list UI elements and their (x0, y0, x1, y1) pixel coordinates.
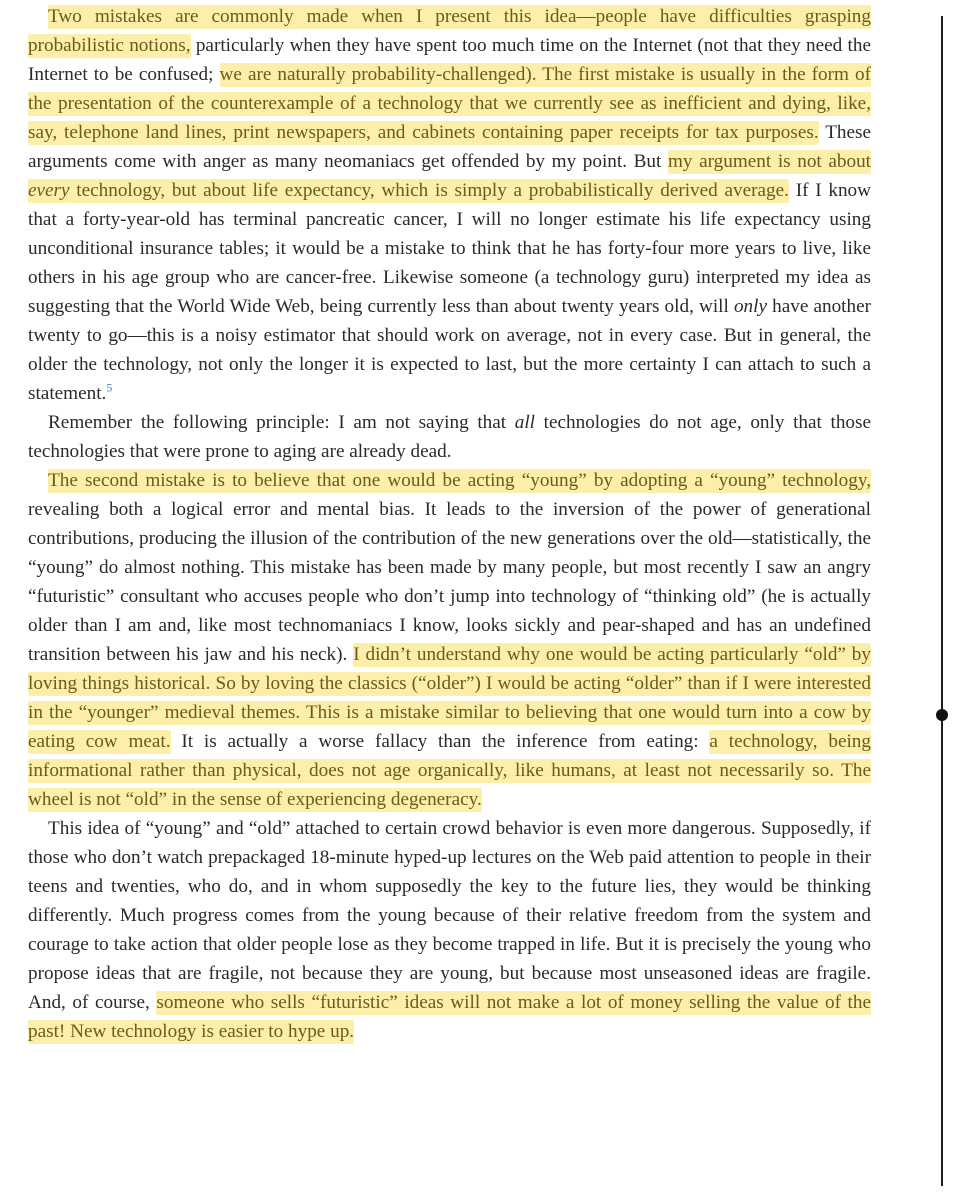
body-text: revealing both a logical error and mental bias. It leads to the inversion of the power of generational contributions, producing the illusion of the contribution of the new generations over the old—statistically, the “young” do almost nothing. This mistake has been made by many people, but most recently I saw an angry “futuristic” consultant who accuses people who don’t jump into technology of “thinking old” (he is actually older than I am and, like most technomaniacs I know, looks sickly and pear-shaped and has an undefined transition between his jaw and his neck). (28, 499, 871, 665)
scrollbar-track[interactable] (941, 16, 943, 1186)
footnote-marker[interactable]: 5 (106, 380, 113, 395)
italic-text: all (514, 412, 536, 433)
body-text: If I know that a forty-year-old has terminal pancreatic cancer, I will no longer estimate his life expectancy using unconditional insurance tables; it would be a mistake to think that he has forty-four more years to live, like others in his age group who are cancer-free. Likewise someone (a technology guru) interpreted my idea as suggesting that the World Wide Web, being currently less than about twenty years old, will (28, 180, 871, 317)
body-text: It is actually a worse fallacy than the inference from eating: (170, 731, 710, 752)
highlighted-text: I didn’t understand why one would be acting particularly “old” by loving things historical. So by loving the classics (“older”) I would be acting “older” than if I were interested in the “younger” medieval themes. This is a mistake similar to believing that one would turn into a cow by eating cow meat. (28, 644, 871, 752)
paragraph-2 (28, 408, 871, 466)
body-text: This idea of “young” and “old” attached to certain crowd behavior is even more dangerous. Supposedly, if those who don’t watch prepackaged 18-minute hyped-up lectures on the Web paid attention to people in their teens and twenties, who do, and in whom supposedly the key to the future lies, they would be thinking differently. Much progress comes from the young because of their relative freedom from the system and courage to take action that older people lose as they become trapped in life. But it is precisely the young who propose ideas that are fragile, not because they are young, but because most unseasoned ideas are fragile. And, of course, (28, 818, 871, 1013)
highlighted-text: we are naturally probability-challenged). The first mistake is usually in the form of the presentation of the counterexample of a technology that we currently see as inefficient and dying, like, say, telephone land lines, print newspapers, and cabinets containing paper receipts for tax purposes. (28, 64, 871, 143)
highlighted-text: technology, but about life expectancy, which is simply a probabilistically derived average. (69, 180, 789, 201)
highlighted-text: The second mistake is to believe that one would be acting “young” by adopting a “young” technology, (48, 470, 871, 491)
body-text: particularly when they have spent too much time on the Internet (not that they need the Internet to be confused; (28, 35, 871, 85)
book-page-text (28, 2, 871, 1046)
highlighted-text: my argument is not about (667, 151, 872, 172)
body-text: technologies do not age, only that those technologies that were prone to aging are already dead. (28, 412, 871, 462)
scrollbar-thumb[interactable] (936, 709, 948, 721)
body-text: These arguments come with anger as many neomaniacs get offended by my point. But (28, 122, 872, 172)
highlighted-text: someone who sells “futuristic” ideas will not make a lot of money selling the value of the past! New technology is easier to hype up. (28, 992, 871, 1042)
highlighted-text: Two mistakes are commonly made when I present this idea—people have difficulties grasping probabilistic notions, (28, 6, 871, 56)
body-text: have another twenty to go—this is a noisy estimator that should work on average, not in every case. But in general, the older the technology, not only the longer it is expected to last, but the more certainty I can attach to such a statement. (28, 296, 871, 404)
italic-text: only (733, 296, 767, 317)
paragraph-3 (28, 466, 871, 814)
body-text: Remember the following principle: I am not saying that (48, 412, 515, 433)
paragraph-1 (28, 2, 871, 408)
highlighted-italic-text: every (28, 180, 70, 201)
paragraph-4 (28, 814, 871, 1046)
highlighted-text: a technology, being informational rather than physical, does not age organically, like humans, at least not necessarily so. The wheel is not “old” in the sense of experiencing degeneracy. (28, 731, 871, 810)
